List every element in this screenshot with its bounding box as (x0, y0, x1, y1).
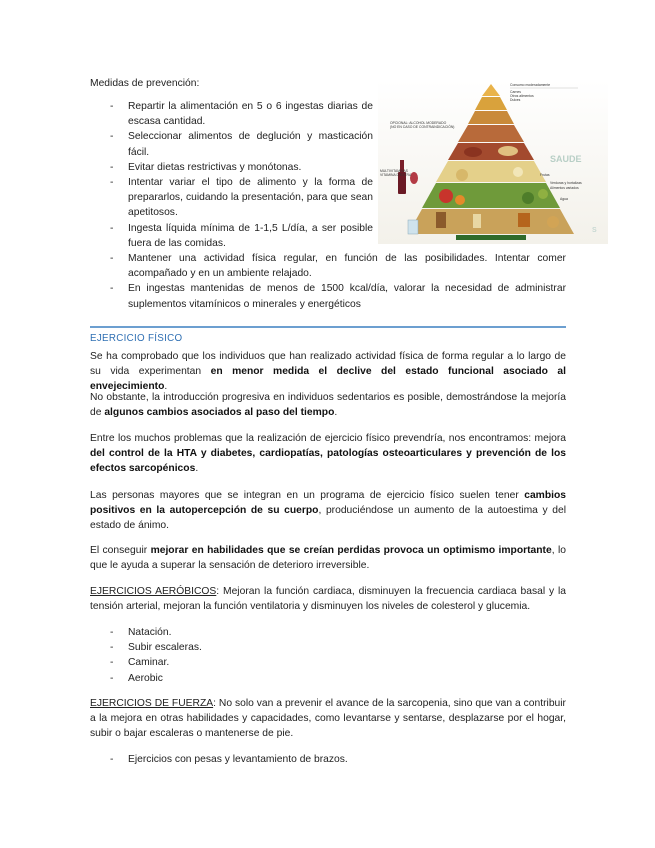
svg-text:Dulces: Dulces (510, 98, 521, 102)
prevention-list-wide (90, 251, 566, 312)
svg-text:MULTIVITAMINAS: MULTIVITAMINAS (380, 169, 408, 173)
svg-text:Frutas: Frutas (540, 173, 550, 177)
svg-text:Alimentos variados: Alimentos variados (550, 186, 579, 190)
strength-list (90, 752, 566, 767)
list-item: - Natación. (110, 627, 172, 638)
svg-text:VITAMINA D EXTRA: VITAMINA D EXTRA (380, 173, 412, 177)
list-item: - En ingestas mantenidas de menos de 1500 kcal/día, valorar la necesidad de administrar suplementos vitamínicos o minerales y energéticos (110, 283, 566, 310)
svg-text:Otros alimentos: Otros alimentos (510, 94, 534, 98)
paragraph-5: El conseguir mejorar en habilidades que se creían perdidas provoca un optimismo importante, lo que le ayuda a superar la sensación de deterioro irreversible. (90, 545, 566, 572)
watermark-text: SAUDE (550, 154, 582, 164)
svg-text:Consumo moderadamente: Consumo moderadamente (510, 83, 551, 87)
list-item: - Mantener una actividad física regular, en función de las posibilidades. Intentar comer acompañado y en un ambiente relajado. (110, 253, 566, 280)
svg-text:Verduras y hortalizas: Verduras y hortalizas (550, 181, 582, 185)
strength-paragraph: EJERCICIOS DE FUERZA: No solo van a prevenir el avance de la sarcopenia, sino que van a contribuir a la mejora en otras habilidades y capacidades, como levantarse y sentarse, desplazarse por el hogar, subir o bajar escaleras o mantenerse de pie. (90, 698, 566, 740)
svg-text:Carnes: Carnes (510, 90, 521, 94)
paragraph-2: No obstante, la introducción progresiva en individuos sedentarios es posible, demostrándose la mejoría de algunos cambios asociados al paso del tiempo. (90, 392, 566, 419)
prevention-heading: Medidas de prevención: (90, 78, 200, 89)
svg-text:S: S (592, 227, 597, 234)
list-item: - Intentar variar el tipo de alimento y la forma de prepararlos, cuidando la presentación, para que sean apetitosos. (110, 177, 373, 219)
paragraph-1: Se ha comprobado que los individuos que han realizado actividad física de forma regular a lo largo de su vida experimentan en menor medida el declive del estado funcional asociado al envejecimiento. (90, 351, 566, 393)
list-item: - Subir escaleras. (110, 642, 202, 654)
svg-text:Agua: Agua (560, 197, 568, 201)
section-divider (90, 326, 566, 328)
list-item: - Ingesta líquida mínima de 1-1,5 L/día, a ser posible fuera de las comidas. (110, 222, 373, 249)
list-item: - Evitar dietas restrictivas y monótonas. (110, 161, 302, 173)
aerobic-list (90, 625, 566, 686)
list-item: - Aerobic (110, 672, 163, 684)
paragraph-3: Entre los muchos problemas que la realización de ejercicio físico prevendría, nos encontramos: mejora del control de la HTA y diabetes, cardiopatías, patologías osteoarticulares y prevención de los efectos sarcopénicos. (90, 433, 566, 475)
svg-text:OPCIONAL: ALCOHOL MODERADO: OPCIONAL: ALCOHOL MODERADO (390, 121, 447, 125)
section-heading-exercise: EJERCICIO FÍSICO (90, 333, 183, 344)
paragraph-4: Las personas mayores que se integran en un programa de ejercicio físico suelen tener cambios positivos en la autopercepción de su cuerpo, produciéndose un aumento de la autoestima y del estado de ánimo. (90, 490, 566, 532)
food-pyramid-image (378, 80, 608, 244)
aerobic-paragraph: EJERCICIOS AERÓBICOS: Mejoran la función cardiaca, disminuyen la frecuencia cardiaca basal y la tensión arterial, mejoran la función ventilatoria y disminuyen los niveles de colesterol y glucemia. (90, 586, 566, 613)
prevention-list-narrow (90, 99, 373, 251)
list-item: - Repartir la alimentación en 5 o 6 ingestas diarias de escasa cantidad. (110, 101, 373, 128)
list-item: - Ejercicios con pesas y levantamiento de brazos. (110, 754, 348, 765)
list-item: - Seleccionar alimentos de deglución y masticación fácil. (110, 131, 373, 158)
list-item: - Caminar. (110, 657, 170, 669)
svg-text:(NO EN CASO DE CONTRAINDICACIÓ: (NO EN CASO DE CONTRAINDICACIÓN) (390, 125, 455, 129)
